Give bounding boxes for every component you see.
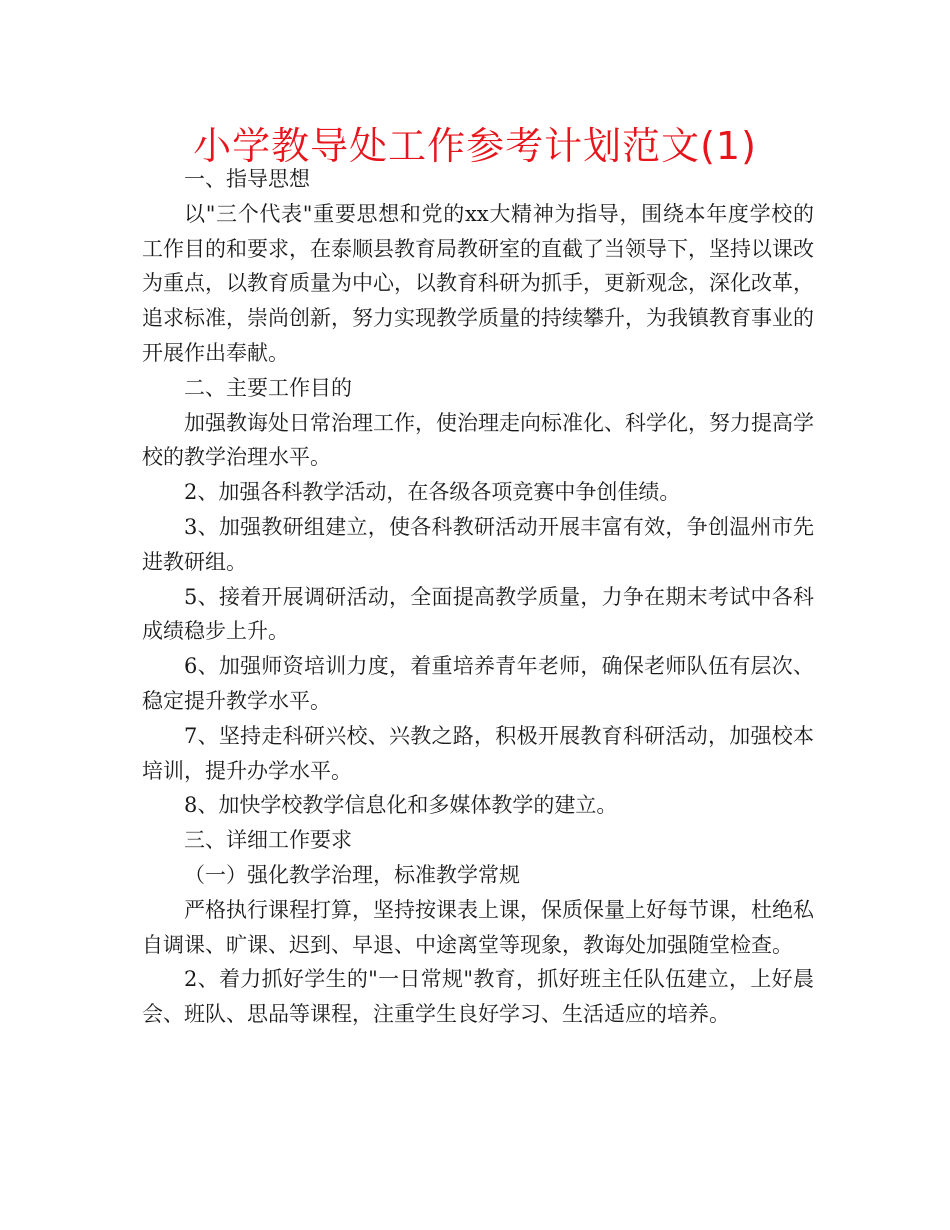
paragraph-goal-8: 8、加快学校教学信息化和多媒体教学的建立。	[184, 793, 618, 818]
heading-guiding-ideology: 一、指导思想	[184, 167, 310, 191]
paragraph-goal-5: 5、接着开展调研活动，全面提高教学质量，力争在期末考试中各科成绩稳步上升。	[142, 584, 814, 644]
heading-main-goals: 二、主要工作目的	[184, 375, 352, 400]
document-title: 小学教导处工作参考计划范文(1)	[193, 124, 757, 168]
heading-detailed-requirements: 三、详细工作要求	[184, 828, 352, 853]
paragraph-daily-routine: 2、着力抓好学生的"一日常规"教育，抓好班主任队伍建立，上好晨会、班队、思品等课程，注重学生良好学习、生活适应的培养。	[142, 967, 814, 1027]
paragraph-goal-3: 3、加强教研组建立，使各科教研活动开展丰富有效，争创温州市先进教研组。	[142, 514, 814, 574]
paragraph-goal-6: 6、加强师资培训力度，着重培养青年老师，确保老师队伍有层次、稳定提升教学水平。	[142, 654, 814, 713]
document-body	[142, 162, 814, 1032]
paragraph-goal-7: 7、坚持走科研兴校、兴教之路，积极开展教育科研活动，加强校本培训，提升办学水平。	[142, 723, 814, 783]
paragraph-guiding-ideology: 以"三个代表"重要思想和党的xx大精神为指导，围绕本年度学校的工作目的和要求，在泰顺县教育局教研室的直截了当领导下，坚持以课改为重点，以教育质量为中心，以教育科研为抓手，更新观念，深化改革，追求标准，崇尚创新，努力实现教学质量的持续攀升，为我镇教育事业的开展作出奉献。	[142, 201, 814, 365]
paragraph-curriculum-execution: 严格执行课程打算，坚持按课表上课，保质保量上好每节课，杜绝私自调课、旷课、迟到、早退、中途离堂等现象，教诲处加强随堂检查。	[142, 897, 814, 957]
subheading-teaching-management: （一）强化教学治理，标准教学常规	[184, 862, 520, 887]
paragraph-goal-management: 加强教诲处日常治理工作，使治理走向标准化、科学化，努力提高学校的教学治理水平。	[142, 410, 814, 470]
paragraph-goal-2: 2、加强各科教学活动，在各级各项竞赛中争创佳绩。	[184, 480, 681, 505]
